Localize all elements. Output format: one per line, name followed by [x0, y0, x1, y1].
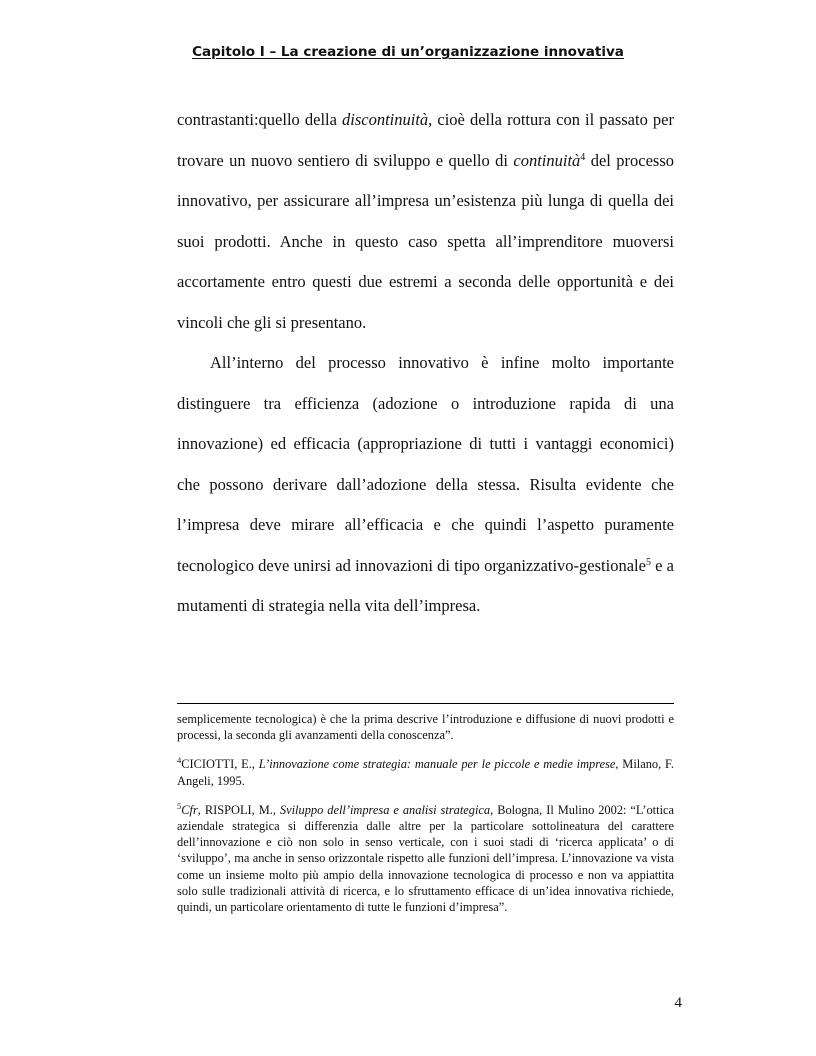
paragraph-1: [177, 100, 674, 343]
text-run: Milano, F. Angeli, 1995.: [177, 757, 674, 788]
emphasis-continuita: continuità: [513, 150, 581, 170]
footnote-continuation: semplicemente tecnologica) è che la prima descrive l’introduzione e diffusione di nuovi prodotti e processi, la seconda gli avanzamenti della conoscenza”.: [177, 712, 674, 743]
chapter-title: Capitolo I – La creazione di un’organizzazione innovativa: [192, 44, 624, 60]
footnotes: [177, 711, 674, 928]
main-text: [177, 100, 674, 627]
emphasis-discontinuita: discontinuità,: [342, 110, 433, 129]
footnote-number: 4: [177, 755, 182, 766]
cfr-abbrev: Cfr: [181, 802, 198, 817]
footnote-number: 5: [177, 800, 182, 811]
footnote-separator: [177, 703, 674, 704]
book-title: Sviluppo dell’impresa e analisi strategica: [279, 802, 491, 817]
book-title: L’innovazione come strategia: manuale per le piccole e medie imprese,: [258, 757, 619, 772]
text-run: All’interno del processo innovativo è infine molto importante distinguere tra efficienza (adozione o introduzione rapida di una innovazione) ed efficacia (appropriazione di tutti i vantaggi economici) che possono derivare dall’adozione della stessa. Risulta evidente che l’impresa deve mirare all’efficacia e che quindi l’aspetto puramente tecnologico deve unirsi ad innovazioni di tipo organizzativo-gestionale: [177, 353, 674, 575]
page-number: 4: [674, 995, 682, 1011]
text-run: del processo innovativo, per assicurare all’impresa un’esistenza più lunga di quella dei suoi prodotti. Anche in questo caso spetta all’imprenditore muoversi accortamente entro questi due estremi a seconda delle opportunità e dei vincoli che gli si presentano.: [177, 150, 674, 332]
text-run: contrastanti:quello della: [177, 110, 343, 129]
text-run: cioè della rottura con il passato per trovare un nuovo sentiero di sviluppo e quello di: [177, 110, 674, 170]
paragraph-2: [177, 343, 674, 627]
text-run: , RISPOLI, M.,: [197, 802, 280, 817]
footnote-5: [177, 802, 674, 915]
footnote-ref-4[interactable]: 4: [580, 151, 586, 163]
text-run: e a mutamenti di strategia nella vita dell’impresa.: [177, 555, 674, 615]
text-run: , Bologna, Il Mulino 2002: “L’ottica aziendale strategica si differenzia dalle altre per la particolare sottolineatura del carattere dell’innovazione e ciò non solo in senso verticale, con i suoi stadi di ‘ricerca applicata’ o di ‘sviluppo’, ma anche in senso orizzontale rispetto alle funzioni dell’impresa. L’innovazione va vista come un insieme molto più ampio della innovazione tecnologica di processo e non va appiattita solo sulle tradizionali attività di ricerca, e lo sfruttamento efficace di un’idea innovativa richiede, quindi, un particolare orientamento di tutte le funzioni d’impresa”.: [177, 802, 675, 915]
footnote-4: [177, 756, 674, 788]
text-run: CICIOTTI, E.,: [181, 757, 259, 772]
running-header: [0, 44, 816, 60]
footnote-ref-5[interactable]: 5: [645, 556, 651, 568]
